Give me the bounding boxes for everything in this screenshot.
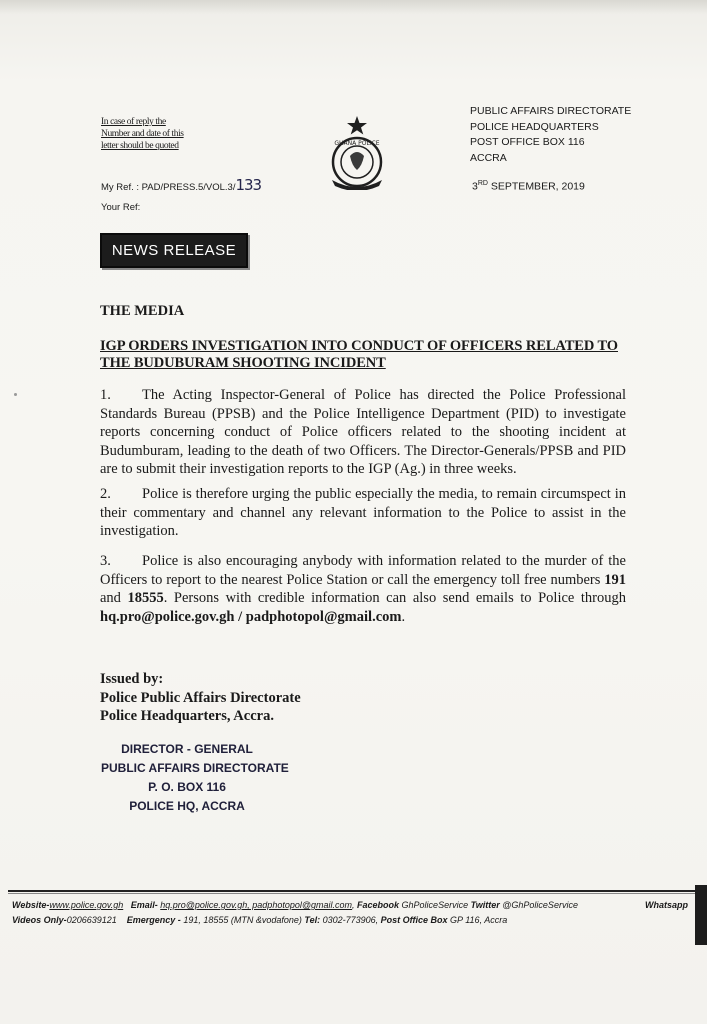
paragraph-2 xyxy=(100,485,626,541)
address-line: ACCRA xyxy=(470,151,507,164)
recipient: THE MEDIA xyxy=(100,303,185,319)
your-reference: Your Ref: xyxy=(101,202,141,213)
paragraph-number: 3. xyxy=(100,553,111,569)
reply-note-line: Number and date of this xyxy=(101,129,184,139)
reply-note xyxy=(101,116,191,152)
scan-edge-mark xyxy=(695,885,707,945)
paragraph-text: Police is therefore urging the public especially the media, to remain circumspect in their commentary and channel any relevant information to the Police to assist in the investigation. xyxy=(100,486,626,539)
scan-speck xyxy=(14,393,17,396)
pobox-label: Post Office Box xyxy=(380,915,448,925)
footer-divider xyxy=(8,890,698,892)
footer-contacts xyxy=(12,898,688,928)
paragraph-text: . xyxy=(401,608,406,625)
issued-by-line: Police Headquarters, Accra. xyxy=(100,708,274,724)
address-line: PUBLIC AFFAIRS DIRECTORATE xyxy=(470,105,632,117)
paragraph-text: and xyxy=(100,590,128,606)
email-links[interactable]: hq.pro@police.gov.gh, padphotopol@gmail.com xyxy=(160,900,352,910)
emergency-numbers: 191, 18555 (MTN &vodafone) xyxy=(183,915,302,925)
email-label: Email- xyxy=(130,900,158,910)
twitter-label: Twitter xyxy=(470,900,500,910)
tel-label: Tel: xyxy=(304,915,321,925)
my-ref-handwritten-number: 133 xyxy=(235,176,262,194)
paragraph-3 xyxy=(100,552,626,626)
videos-number: 0206639121 xyxy=(66,915,117,925)
facebook-handle: GhPoliceService xyxy=(401,900,469,910)
paragraph-number: 1. xyxy=(100,387,111,403)
facebook-label: Facebook xyxy=(357,900,400,910)
emergency-label: Emergency - xyxy=(126,915,181,925)
crest-text: GHANA POLICE xyxy=(334,140,380,147)
toll-free-number: 18555 xyxy=(127,590,164,606)
my-reference xyxy=(101,176,261,194)
letter-date xyxy=(472,180,585,193)
footer-row xyxy=(12,913,688,928)
news-release-banner: NEWS RELEASE xyxy=(100,233,248,268)
paragraph-1 xyxy=(100,386,626,479)
website-label: Website- xyxy=(12,900,50,910)
paragraph-text: Police is also encouraging anybody with information related to the murder of the Officers to report to the nearest Police Station or call the emergency toll free numbers xyxy=(100,553,626,588)
date-suffix: RD xyxy=(477,180,488,187)
directorate-address xyxy=(470,104,631,166)
pobox-number: GP 116, Accra xyxy=(450,915,508,925)
videos-label: Videos Only- xyxy=(12,915,67,925)
address-line: POLICE HEADQUARTERS xyxy=(470,120,599,133)
whatsapp-label: Whatsapp xyxy=(644,900,688,910)
date-day: 3 xyxy=(472,180,478,193)
official-stamp xyxy=(101,740,289,816)
paragraph-text: The Acting Inspector-General of Police has directed the Police Professional Standards Bureau (PPSB) and the Police Intelligence Department (PID) to investigate reports concerning conduct of Police officers related to the shooting incident at Budumburam, leading to the death of two Officers. The Director-Generals/PPSB and PID are to submit their investigation reports to the IGP (Ag.) in three weeks. xyxy=(100,387,626,477)
stamp-line: POLICE HQ, ACCRA xyxy=(129,799,245,813)
paragraph-text: . Persons with credible information can also send emails to Police through xyxy=(163,590,626,606)
reply-note-line: In case of reply the xyxy=(101,117,166,127)
website-link[interactable]: www.police.gov.gh xyxy=(49,900,124,910)
toll-free-number: 191 xyxy=(604,571,626,588)
twitter-handle: @GhPoliceService xyxy=(502,900,578,910)
date-month-year: SEPTEMBER, 2019 xyxy=(487,180,585,193)
issued-by-block xyxy=(100,670,301,726)
tel-number: 0302-773906, xyxy=(322,915,379,925)
stamp-line: PUBLIC AFFAIRS DIRECTORATE xyxy=(101,761,289,775)
stamp-line: P. O. BOX 116 xyxy=(148,780,226,794)
issued-by-line: Issued by: xyxy=(100,671,164,687)
my-ref-label: My Ref. : PAD/PRESS.5/VOL.3/ xyxy=(101,182,236,193)
footer-divider xyxy=(8,893,698,894)
paragraph-number: 2. xyxy=(100,486,111,502)
footer-row: Website-www.police.gov.gh Email- hq.pro@police.gov.gh, padphotopol@gmail.com, Facebook GhPoliceService Twitter @GhPoliceService Whatsapp xyxy=(12,898,688,913)
issued-by-line: Police Public Affairs Directorate xyxy=(100,689,301,706)
stamp-line: DIRECTOR - GENERAL xyxy=(121,742,253,756)
address-line: POST OFFICE BOX 116 xyxy=(470,136,585,148)
reply-note-line: letter should be quoted xyxy=(101,141,179,151)
headline: IGP ORDERS INVESTIGATION INTO CONDUCT OF OFFICERS RELATED TO THE BUDUBURAM SHOOTING INCIDENT xyxy=(100,338,618,371)
contact-emails: hq.pro@police.gov.gh / padphotopol@gmail.com xyxy=(100,608,402,625)
police-crest-icon xyxy=(326,116,388,190)
scan-edge-shadow xyxy=(0,0,707,14)
